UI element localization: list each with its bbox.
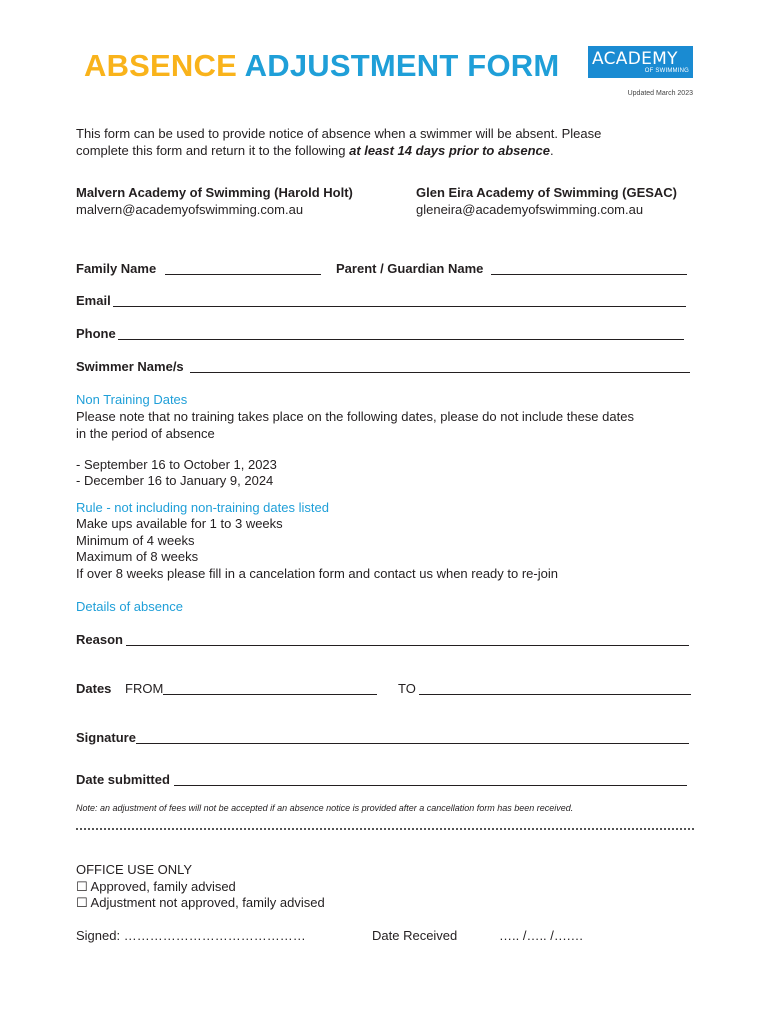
approved-checkbox[interactable]: ☐ Approved, family advised — [76, 879, 236, 894]
contact-right-name: Glen Eira Academy of Swimming (GESAC) — [416, 185, 678, 200]
form-title — [84, 48, 559, 84]
rule-line-3: Maximum of 8 weeks — [76, 549, 199, 564]
swimmer-names-label: Swimmer Name/s — [76, 359, 184, 374]
date-submitted-field[interactable] — [174, 785, 687, 786]
to-label: TO — [398, 681, 416, 696]
rule-line-2: Minimum of 4 weeks — [76, 533, 195, 548]
signed-field[interactable]: Signed: …………………………………… — [76, 928, 306, 943]
not-approved-checkbox[interactable]: ☐ Adjustment not approved, family advised — [76, 895, 325, 910]
reason-field[interactable] — [126, 645, 689, 646]
rule-heading: Rule - not including non-training dates listed — [76, 500, 329, 515]
office-use-heading: OFFICE USE ONLY — [76, 862, 193, 877]
title-part2: ADJUSTMENT FORM — [244, 48, 560, 83]
updated-date: Updated March 2023 — [627, 90, 693, 97]
non-training-line-2: in the period of absence — [76, 426, 215, 441]
non-training-line-1: Please note that no training takes place on the following dates, please do not include these dates — [76, 409, 634, 424]
email-field[interactable] — [113, 306, 686, 307]
contact-right-email[interactable]: gleneira@academyofswimming.com.au — [416, 202, 644, 217]
intro-line-1: This form can be used to provide notice of absence when a swimmer will be absent. Please — [76, 126, 602, 141]
non-training-date-1: - September 16 to October 1, 2023 — [76, 457, 277, 472]
academy-logo — [588, 46, 693, 78]
family-name-label: Family Name — [76, 261, 157, 276]
intro-deadline: at least 14 days prior to absence — [349, 143, 551, 158]
logo-sub-text: OF SWIMMING — [644, 68, 689, 74]
email-label: Email — [76, 293, 111, 308]
reason-label: Reason — [76, 632, 123, 647]
family-name-field[interactable] — [165, 274, 321, 275]
intro-line-2-end: . — [550, 143, 554, 158]
from-label: FROM — [125, 681, 164, 696]
intro-line-2 — [76, 143, 554, 158]
logo-main-text: ACADEMY — [592, 49, 678, 69]
parent-name-label: Parent / Guardian Name — [336, 261, 484, 276]
parent-name-field[interactable] — [491, 274, 687, 275]
non-training-date-2: - December 16 to January 9, 2024 — [76, 473, 274, 488]
intro-line-2-start: complete this form and return it to the following — [76, 143, 350, 158]
rule-line-4: If over 8 weeks please fill in a cancelation form and contact us when ready to re-join — [76, 566, 558, 581]
contact-left-name: Malvern Academy of Swimming (Harold Holt) — [76, 185, 353, 200]
date-received-field[interactable]: ….. /….. /….… — [499, 928, 584, 943]
phone-label: Phone — [76, 326, 116, 341]
fees-note: Note: an adjustment of fees will not be accepted if an absence notice is provided after a cancellation form has been received. — [76, 803, 574, 813]
to-date-field[interactable] — [419, 694, 691, 695]
date-received-label: Date Received — [372, 928, 458, 943]
non-training-heading: Non Training Dates — [76, 392, 188, 407]
date-submitted-label: Date submitted — [76, 772, 170, 787]
from-date-field[interactable] — [163, 694, 377, 695]
dates-label: Dates — [76, 681, 112, 696]
signature-field[interactable] — [136, 743, 689, 744]
swimmer-names-field[interactable] — [190, 372, 690, 373]
title-part1: ABSENCE — [84, 48, 237, 83]
signature-label: Signature — [76, 730, 136, 745]
separator-dots — [76, 826, 694, 830]
phone-field[interactable] — [118, 339, 684, 340]
details-heading: Details of absence — [76, 599, 183, 614]
contact-left-email[interactable]: malvern@academyofswimming.com.au — [76, 202, 304, 217]
rule-line-1: Make ups available for 1 to 3 weeks — [76, 516, 283, 531]
